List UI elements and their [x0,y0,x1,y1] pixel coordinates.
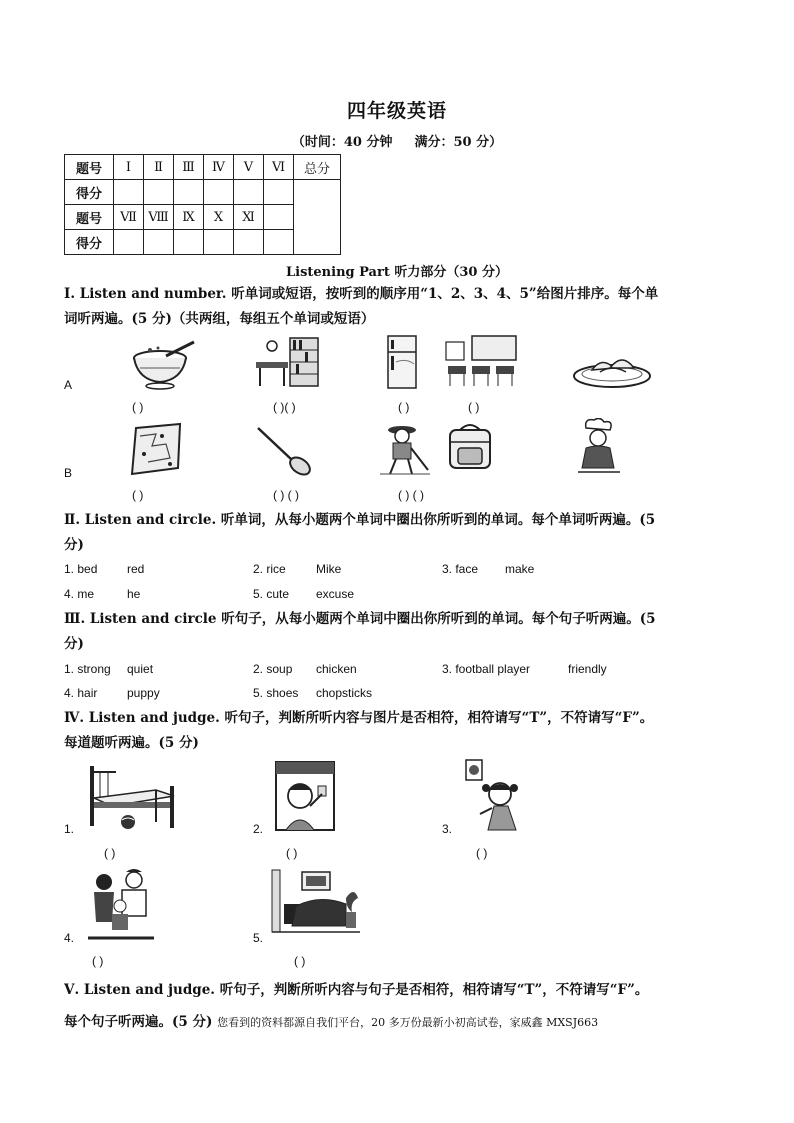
score-cell[interactable] [234,230,264,255]
choice-item: 3. face [442,562,479,576]
answer-blank[interactable]: ( ) [92,954,104,968]
soup-bowl-picture [126,338,200,392]
choice-item: 3. football player [442,662,531,676]
score-cell[interactable] [144,180,174,205]
spoon-picture [254,424,314,476]
header-cell: Ⅸ [174,205,204,230]
empty-cell [264,205,294,230]
answer-blank[interactable]: ( )( ) [273,400,296,414]
girl-picture [464,758,524,832]
boy-switch-picture [274,760,336,832]
exam-info [0,131,794,150]
listening-part-header: Listening Part 听力部分（30 分） [286,265,508,280]
choice-alt[interactable]: friendly [568,662,607,676]
score-cell[interactable] [114,230,144,255]
choice-item: 1. bed [64,562,98,576]
score-label-cell: 得分 [65,180,114,205]
instruction-line: 每道题听两遍。(5 分) [64,735,199,751]
cook-picture [570,418,626,478]
choice-item: 4. me [64,587,95,601]
section-2-instructions [64,508,734,558]
section-1-instructions [64,282,734,332]
exam-total-score: 满分：50 分） [414,135,503,150]
total-score-cell[interactable] [294,180,341,255]
section-3-instructions [64,607,734,657]
answer-blank[interactable]: ( ) [132,400,144,414]
row-label-a: A [64,378,73,392]
answer-blank[interactable]: ( ) [398,400,410,414]
choice-item: 4. hair [64,686,98,700]
choice-item: 2. soup [253,662,293,676]
choice-alt[interactable]: quiet [127,662,154,676]
header-cell: Ⅴ [234,155,264,180]
library-picture [254,334,322,390]
instruction-text: 每个句子听两遍。(5 分) [64,1014,213,1030]
header-cell: Ⅲ [174,155,204,180]
answer-blank[interactable]: ( ) [104,846,116,860]
choice-alt[interactable]: excuse [316,587,355,601]
question-number: 3. [442,822,453,836]
header-cell: 题号 [65,155,114,180]
score-cell[interactable] [174,180,204,205]
score-cell[interactable] [144,230,174,255]
score-cell[interactable] [234,180,264,205]
answer-blank[interactable]: ( ) ( ) [398,488,424,502]
instruction-line: 词听两遍。(5 分)（共两组，每组五个单词或短语） [64,311,375,327]
page-title: 四年级英语 [346,100,447,122]
instruction-line: 分) [64,636,84,652]
choice-item: 5. shoes [253,686,299,700]
answer-blank[interactable]: ( ) [286,846,298,860]
schoolbag-picture [444,420,496,472]
header-cell: Ⅵ [264,155,294,180]
choice-alt[interactable]: he [127,587,141,601]
score-cell[interactable] [264,180,294,205]
choice-item: 1. strong [64,662,111,676]
bed-ball-picture [86,762,178,834]
instruction-line: Ⅱ. Listen and circle. 听单词，从每小题两个单词中圈出你所听到的单词。每个单词听两遍。(5 [64,512,656,528]
choice-alt[interactable]: red [127,562,145,576]
score-cell[interactable] [204,230,234,255]
answer-blank[interactable]: ( ) [468,400,480,414]
choice-alt[interactable]: chicken [316,662,357,676]
header-cell: Ⅹ [204,205,234,230]
answer-blank[interactable]: ( ) [476,846,488,860]
family-picture [86,868,156,942]
instruction-line: 分) [64,537,84,553]
source-note: 您看到的资料都源自我们平台，20 多万份最新小初高试卷，家威鑫 MXSJ663 [217,1016,599,1029]
farmer-picture [378,420,432,478]
header-cell: Ⅺ [234,205,264,230]
header-cell: Ⅰ [114,155,144,180]
living-room-picture [270,868,362,938]
choice-item: 5. cute [253,587,290,601]
score-table-row [65,180,341,205]
fridge-picture [382,334,422,390]
choice-alt[interactable]: chopsticks [316,686,373,700]
instruction-line: Ⅳ. Listen and judge. 听句子，判断所听内容与图片是否相符，相符请写“T”，不符请写“F”。 [64,710,654,726]
answer-blank[interactable]: ( ) ( ) [273,488,299,502]
choice-alt[interactable]: make [505,562,535,576]
choice-alt[interactable]: puppy [127,686,160,700]
score-table [64,154,341,255]
score-cell[interactable] [264,230,294,255]
row-label-b: B [64,466,73,480]
header-cell: Ⅱ [144,155,174,180]
question-number: 4. [64,931,75,945]
score-cell[interactable] [174,230,204,255]
section-5-instructions [64,974,734,1039]
score-cell[interactable] [114,180,144,205]
question-number: 1. [64,822,75,836]
header-cell: Ⅳ [204,155,234,180]
section-4-instructions [64,706,734,756]
header-cell: Ⅷ [144,205,174,230]
map-picture [126,422,186,478]
instruction-line: Ⅰ. Listen and number. 听单词或短语，按听到的顺序用“1、2、3、4、5”给图片排序。每个单 [64,286,659,302]
instruction-line: Ⅴ. Listen and judge. 听句子，判断所听内容与句子是否相符，相符请写“T”，不符请写“F”。 [64,982,649,998]
score-label-cell: 得分 [65,230,114,255]
dumplings-plate-picture [570,346,654,390]
question-number: 2. [253,822,264,836]
question-number: 5. [253,931,264,945]
exam-time: （时间：40 分钟 [291,135,393,150]
score-cell[interactable] [204,180,234,205]
score-table-row [65,155,341,180]
instruction-line: Ⅲ. Listen and circle 听句子，从每小题两个单词中圈出你所听到的单词。每个句子听两遍。(5 [64,611,656,627]
answer-blank[interactable]: ( ) [132,488,144,502]
header-cell: Ⅶ [114,205,144,230]
header-cell: 题号 [65,205,114,230]
choice-alt[interactable]: Mike [316,562,342,576]
instruction-line [64,1006,734,1039]
choice-item: 2. rice [253,562,286,576]
classroom-picture [444,334,520,390]
total-header-cell: 总分 [294,155,341,180]
answer-blank[interactable]: ( ) [294,954,306,968]
